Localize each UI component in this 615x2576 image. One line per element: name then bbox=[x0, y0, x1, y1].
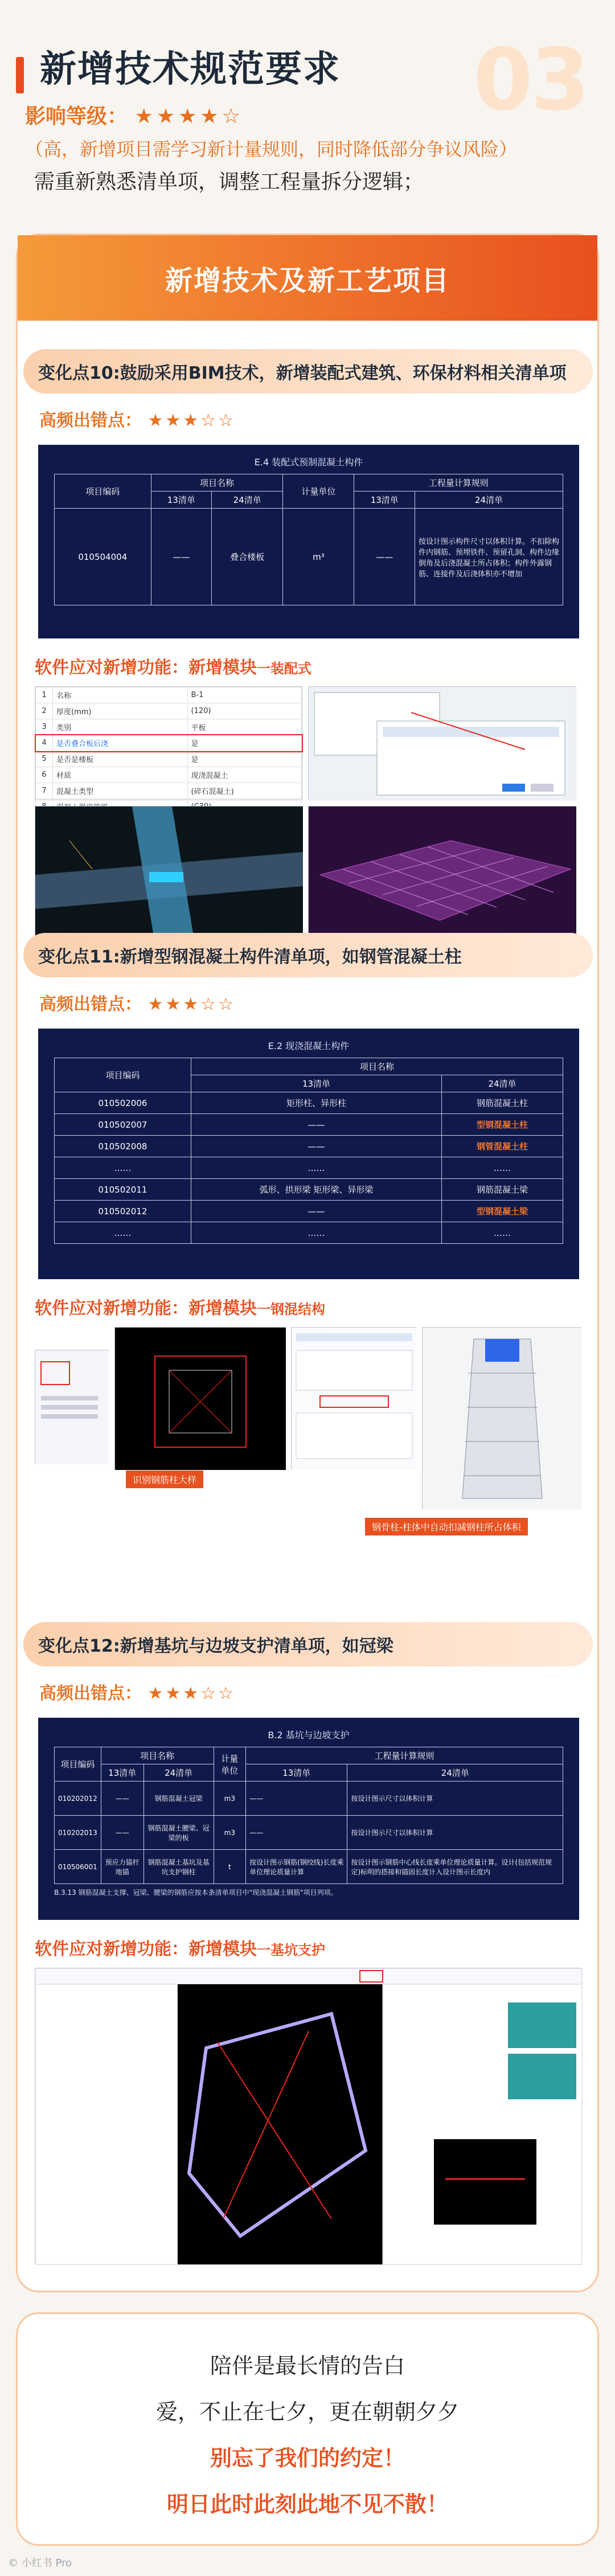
side-panel-illustration bbox=[35, 1350, 109, 1464]
th-unit: 计量单位 bbox=[283, 474, 354, 509]
prop-index: 7 bbox=[36, 783, 53, 799]
table-row bbox=[55, 1157, 563, 1179]
th-code: 项目编码 bbox=[55, 1058, 191, 1092]
th-sub: 24清单 bbox=[441, 1075, 563, 1092]
column-drawing-illustration bbox=[115, 1328, 286, 1470]
closing-card bbox=[16, 2312, 599, 2546]
frequency-rating bbox=[39, 990, 601, 1015]
prop-name: 名称 bbox=[53, 687, 188, 703]
th-sub: 13清单 bbox=[151, 492, 211, 509]
building-model-illustration bbox=[423, 1328, 582, 1510]
frequency-rating bbox=[39, 406, 601, 431]
cell: 叠合楼板 bbox=[212, 509, 283, 605]
th-sub: 24清单 bbox=[415, 492, 563, 509]
table-row bbox=[55, 1850, 563, 1884]
cell: —— bbox=[246, 1782, 347, 1816]
impact-label: 影响等级： bbox=[25, 105, 128, 128]
cell: 010202013 bbox=[55, 1816, 101, 1850]
cell: 按设计图示钢筋(钢绞线)长度乘单位理论质量计算 bbox=[246, 1850, 347, 1884]
th-sub: 13清单 bbox=[191, 1075, 442, 1092]
prop-name: 材质 bbox=[53, 767, 188, 783]
slab-model-illustration bbox=[309, 806, 576, 943]
freq-stars-icon: ★★★☆☆ bbox=[147, 1684, 236, 1703]
change-pill: 变化点10:鼓励采用BIM技术，新增装配式建筑、环保材料相关清单项 bbox=[23, 349, 593, 394]
cell: …… bbox=[441, 1222, 563, 1244]
software-function bbox=[35, 1294, 601, 1319]
software-function bbox=[35, 653, 601, 678]
prop-name: 类别 bbox=[53, 719, 188, 735]
prop-name: 混凝土类型 bbox=[53, 783, 188, 799]
cell: 010506001 bbox=[55, 1850, 101, 1884]
prop-value[interactable]: B-1 bbox=[187, 687, 301, 703]
prop-name: 是否是楼板 bbox=[53, 751, 188, 767]
prop-value[interactable]: 平板 bbox=[187, 719, 301, 735]
cell: 钢筋混凝土腰梁、冠梁的板 bbox=[144, 1816, 214, 1850]
table-body bbox=[55, 1782, 563, 1884]
th-sub: 24清单 bbox=[144, 1764, 214, 1782]
table-row bbox=[55, 1816, 563, 1850]
spec-table bbox=[38, 1718, 579, 1920]
prop-name: 厚度(mm) bbox=[53, 703, 188, 719]
impact-note: （高，新增项目需学习新计量规则，同时降低部分争议风险） bbox=[25, 138, 518, 160]
cell: 010502008 bbox=[55, 1136, 191, 1157]
cell: —— bbox=[151, 509, 211, 605]
prop-index: 2 bbox=[36, 703, 53, 719]
calc-dialog bbox=[291, 1327, 416, 1469]
th-rule: 工程量计算规则 bbox=[354, 474, 563, 492]
prop-index: 1 bbox=[36, 687, 53, 703]
change-pill: 变化点12:新增基坑与边坡支护清单项，如冠梁 bbox=[23, 1622, 593, 1666]
property-table bbox=[35, 687, 302, 815]
freq-stars-icon: ★★★☆☆ bbox=[147, 411, 236, 431]
closing-line-4: 明日此时此刻此地不见不散！ bbox=[166, 2492, 448, 2517]
card-title: 新增技术及新工艺项目 bbox=[165, 264, 450, 297]
cell: 钢筋混凝土柱 bbox=[441, 1092, 563, 1114]
side-panel bbox=[35, 1350, 109, 1464]
section-change-10 bbox=[18, 349, 601, 943]
prop-value[interactable]: (120) bbox=[187, 703, 301, 719]
closing-line-3: 别忘了我们的约定！ bbox=[210, 2446, 405, 2471]
property-panel bbox=[35, 686, 302, 800]
screenshots-excavation bbox=[35, 1968, 581, 2264]
spec-table-grid bbox=[54, 1058, 563, 1244]
watermark: © 小红书 Pro bbox=[8, 2557, 72, 2569]
excavation-workspace-illustration bbox=[35, 1968, 582, 2264]
impact-description: 需重新熟悉清单项，调整工程量拆分逻辑； bbox=[34, 170, 424, 194]
prop-value[interactable]: 现浇混凝土 bbox=[187, 767, 301, 783]
table-row bbox=[55, 1092, 563, 1114]
spec-table bbox=[38, 1029, 579, 1279]
closing-line-1: 陪伴是最长情的告白 bbox=[210, 2353, 405, 2378]
func-label: 软件应对新增功能：新增模块 bbox=[35, 658, 257, 678]
cell: —— bbox=[354, 509, 415, 605]
table-body bbox=[55, 1092, 563, 1244]
cell: 预应力锚杆 地锚 bbox=[101, 1850, 144, 1884]
th-name: 项目名称 bbox=[101, 1747, 214, 1764]
cell: 矩形柱、异形柱 bbox=[191, 1092, 442, 1114]
table-row bbox=[55, 1201, 563, 1222]
caption-tag: 识别钢筋柱大样 bbox=[126, 1471, 203, 1488]
th-name: 项目名称 bbox=[191, 1058, 563, 1075]
func-module: 一基坑支护 bbox=[257, 1942, 325, 1958]
cell: 010504004 bbox=[55, 509, 151, 605]
card-header bbox=[18, 235, 597, 321]
cell: —— bbox=[191, 1201, 442, 1222]
freq-label: 高频出错点： bbox=[39, 994, 142, 1014]
frequency-rating bbox=[39, 1679, 601, 1704]
cell: 型钢混凝土柱 bbox=[441, 1114, 563, 1136]
cell: …… bbox=[55, 1222, 191, 1244]
table-row bbox=[55, 1179, 563, 1201]
th-sub: 13清单 bbox=[101, 1764, 144, 1782]
prop-name: 是否叠合板后浇 bbox=[53, 735, 188, 751]
func-module: 一装配式 bbox=[257, 661, 311, 677]
cell: 按设计图示构件尺寸以体积计算。不扣除构件内钢筋、预埋铁件、预留孔洞、构件边缘倒角及后浇混凝土所占体积；构件外露钢筋、连接件及后浇体积亦不增加 bbox=[415, 509, 563, 605]
func-module: 一钢混结构 bbox=[257, 1301, 325, 1317]
table-caption: E.2 现浇混凝土构件 bbox=[268, 1041, 350, 1051]
cell: 010202012 bbox=[55, 1782, 101, 1816]
cell: —— bbox=[101, 1782, 144, 1816]
header bbox=[0, 0, 615, 239]
spec-table-grid bbox=[54, 1747, 563, 1884]
closing-line-2: 爱，不止在七夕，更在朝朝夕夕 bbox=[155, 2399, 459, 2425]
cell: m3 bbox=[214, 1782, 246, 1816]
th-rule: 工程量计算规则 bbox=[246, 1747, 563, 1764]
cell: —— bbox=[246, 1816, 347, 1850]
table-row bbox=[55, 1782, 563, 1816]
th-code: 项目编码 bbox=[55, 1747, 101, 1782]
software-workspace bbox=[35, 1968, 581, 2264]
cell: 按设计图示尺寸以体积计算 bbox=[347, 1782, 563, 1816]
calc-dialog-illustration bbox=[292, 1328, 417, 1470]
cell: …… bbox=[55, 1157, 191, 1179]
cell: m³ bbox=[283, 509, 354, 605]
cell: 010502012 bbox=[55, 1201, 191, 1222]
section-change-12 bbox=[18, 1622, 601, 2264]
table-row bbox=[55, 1222, 563, 1244]
main-card bbox=[16, 234, 599, 2292]
building-3d-model bbox=[422, 1327, 581, 1509]
th-sub: 13清单 bbox=[354, 492, 415, 509]
cell: 钢筋混凝土冠梁 bbox=[144, 1782, 214, 1816]
th-name: 项目名称 bbox=[151, 474, 283, 492]
prop-value[interactable]: 是 bbox=[187, 735, 301, 751]
cell: 010502007 bbox=[55, 1114, 191, 1136]
func-label: 软件应对新增功能：新增模块 bbox=[35, 1939, 257, 1959]
section-number: 03 bbox=[473, 31, 588, 130]
caption-tag: 钢骨柱-柱体中自动扣减钢柱所占体积 bbox=[365, 1518, 528, 1535]
prop-value[interactable]: (碎石混凝土) bbox=[187, 783, 301, 799]
th-sub: 24清单 bbox=[212, 492, 283, 509]
cell: 弧形、拱形梁 矩形梁、异形梁 bbox=[191, 1179, 442, 1201]
table-caption: B.2 基坑与边坡支护 bbox=[268, 1730, 350, 1740]
cell: 型钢混凝土梁 bbox=[441, 1201, 563, 1222]
cell: …… bbox=[191, 1157, 442, 1179]
prop-index: 6 bbox=[36, 767, 53, 783]
cell: —— bbox=[101, 1816, 144, 1850]
cell: 按设计图示尺寸以体积计算 bbox=[347, 1816, 563, 1850]
cell: …… bbox=[441, 1157, 563, 1179]
column-detail-drawing bbox=[114, 1327, 285, 1469]
th-sub: 13清单 bbox=[246, 1764, 347, 1782]
dialog-illustration bbox=[309, 687, 576, 801]
prop-index: 4 bbox=[36, 735, 53, 751]
th-sub: 24清单 bbox=[347, 1764, 563, 1782]
title-accent-bar bbox=[16, 57, 24, 93]
cell: —— bbox=[191, 1136, 442, 1157]
cell: m3 bbox=[214, 1816, 246, 1850]
cell: …… bbox=[191, 1222, 442, 1244]
beam-model-illustration bbox=[35, 806, 303, 943]
cell: t bbox=[214, 1850, 246, 1884]
dialog-screenshot bbox=[308, 686, 576, 800]
page-title: 新增技术规范要求 bbox=[40, 48, 341, 91]
impact-stars-icon: ★★★★☆ bbox=[134, 105, 244, 128]
screenshots-steel bbox=[35, 1327, 581, 1583]
prop-value[interactable]: 是 bbox=[187, 751, 301, 767]
table-note: B.3.13 钢筋混凝土支撑、冠梁、腰梁的钢筋应按本条清单项目中"现浇混凝土钢筋"项目列项。 bbox=[54, 1889, 338, 1897]
freq-stars-icon: ★★★☆☆ bbox=[147, 994, 236, 1014]
model-view-beam bbox=[35, 806, 302, 943]
cell: 钢筋混凝土梁 bbox=[441, 1179, 563, 1201]
section-change-11 bbox=[18, 933, 601, 1583]
cell: 钢筋混凝土基坑及基坑支护钢柱 bbox=[144, 1850, 214, 1884]
cell: 010502011 bbox=[55, 1179, 191, 1201]
cell: —— bbox=[191, 1114, 442, 1136]
change-pill: 变化点11:新增型钢混凝土构件清单项，如钢管混凝土柱 bbox=[23, 933, 593, 977]
cell: 钢管混凝土柱 bbox=[441, 1136, 563, 1157]
prop-index: 5 bbox=[36, 751, 53, 767]
table-row bbox=[55, 1136, 563, 1157]
th-code: 项目编码 bbox=[55, 474, 151, 509]
table-caption: E.4 装配式预制混凝土构件 bbox=[254, 457, 363, 468]
spec-table bbox=[38, 445, 579, 638]
spec-table-grid bbox=[54, 474, 563, 605]
freq-label: 高频出错点： bbox=[39, 1684, 142, 1703]
cell: 010502006 bbox=[55, 1092, 191, 1114]
screenshots-prefab bbox=[35, 686, 581, 943]
cell: 按设计图示钢筋中心线长度乘单位理论质量计算。设计(包括规范规定)标明的搭接和锚固长度计入设计图示长度内 bbox=[347, 1850, 563, 1884]
freq-label: 高频出错点： bbox=[39, 411, 142, 431]
func-label: 软件应对新增功能：新增模块 bbox=[35, 1299, 257, 1318]
table-row bbox=[55, 1114, 563, 1136]
th-unit: 计量单位 bbox=[214, 1747, 246, 1782]
software-function bbox=[35, 1935, 601, 1960]
prop-index: 3 bbox=[36, 719, 53, 735]
model-view-slab bbox=[308, 806, 576, 943]
